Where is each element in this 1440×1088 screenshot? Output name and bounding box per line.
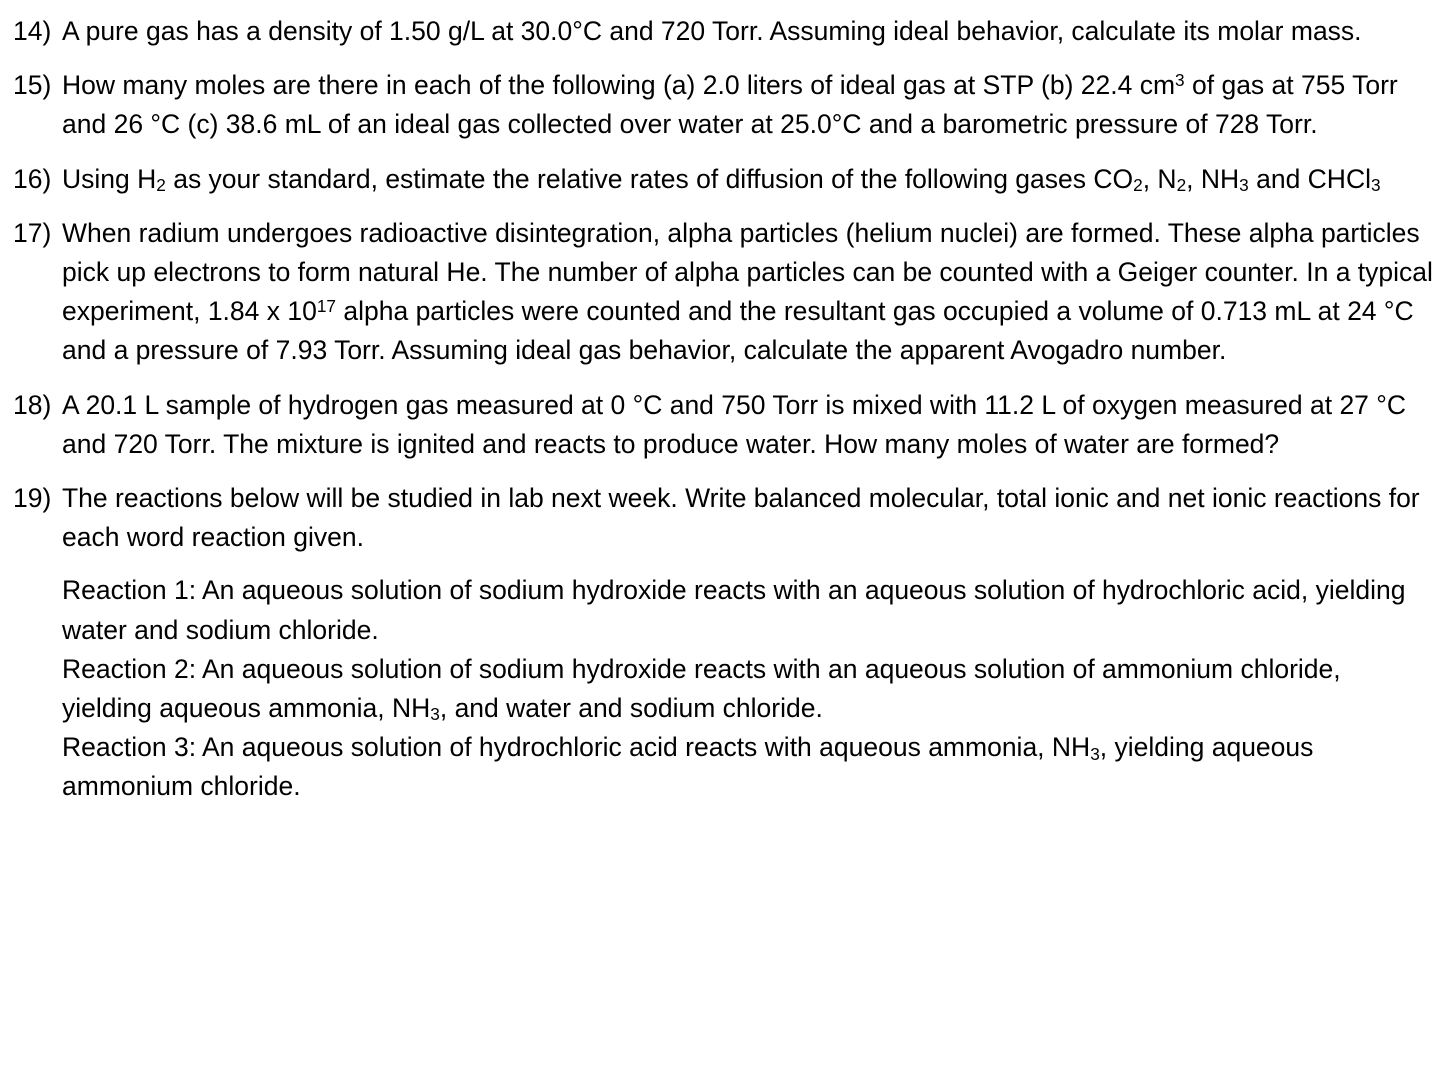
question-text: Using $H_2$ as your standard, estimate the relative rates of diffusion of the following gases $CO_2$, $N_2$, $NH_3$ and CHCl$_3$ [62, 163, 1381, 196]
question-number: 17) [13, 217, 52, 248]
question-17 [13, 214, 1433, 371]
question-number: 19) [13, 483, 52, 514]
subscript: 3 [1370, 175, 1381, 196]
question-14 [13, 12, 1433, 51]
reaction-2: Reaction 2: An aqueous solution of sodium hydroxide reacts with an aqueous solution of ammonium chloride, yielding aqueous ammonia, $NH_3$, and water and sodium chloride. [62, 653, 1341, 725]
question-number: 16) [13, 163, 52, 194]
subscript: 2 [1176, 175, 1187, 196]
document-body [13, 12, 1433, 822]
question-15 [13, 66, 1433, 144]
question-19 [13, 479, 1433, 807]
reaction-list [62, 571, 1433, 806]
subscript: 3 [1090, 743, 1100, 764]
subscript: 2 [1133, 175, 1143, 196]
superscript: 3 [1175, 69, 1185, 90]
superscript: 17 [316, 295, 336, 316]
question-number: 15) [13, 70, 52, 101]
subscript: 3 [1239, 175, 1249, 196]
question-text: A pure gas has a density of 1.50 g/L at 30.0°C and 720 Torr. Assuming ideal behavior, calculate its molar mass. [62, 16, 1362, 46]
question-text: A 20.1 L sample of hydrogen gas measured at 0 °C and 750 Torr is mixed with 11.2 L of oxygen measured at 27 °C and 720 Torr. The mixture is ignited and reacts to produce water. How many moles of water are formed? [62, 389, 1407, 459]
question-text: When radium undergoes radioactive disintegration, alpha particles (helium nuclei) are formed. These alpha particles pick up electrons to form natural He. The number of alpha particles can be counted with a Geiger counter. In a typical experiment, 1.84 x $10^{17}$ alpha particles were counted and the resultant gas occupied a volume of 0.713 mL at 24 °C and a pressure of 7.93 Torr. Assuming ideal gas behavior, calculate the apparent Avogadro number. [62, 217, 1433, 366]
reaction-3: Reaction 3: An aqueous solution of hydrochloric acid reacts with aqueous ammonia, $NH_3$, yielding aqueous ammonium chloride. [62, 732, 1314, 802]
subscript: 2 [156, 175, 166, 196]
question-number: 14) [13, 16, 52, 46]
question-16 [13, 160, 1433, 199]
question-text: How many moles are there in each of the following (a) 2.0 liters of ideal gas at STP (b) 22.4 $cm^3$ of gas at 755 Torr and 26 °C (c) 38.6 mL of an ideal gas collected over water at 25.0°C and a barometric pressure of 728 Torr. [62, 69, 1398, 140]
question-number: 18) [13, 389, 52, 420]
question-18 [13, 386, 1433, 464]
question-text: The reactions below will be studied in lab next week. Write balanced molecular, total ionic and net ionic reactions for each word reaction given. [62, 483, 1420, 553]
subscript: 3 [430, 704, 440, 725]
reaction-1: Reaction 1: An aqueous solution of sodium hydroxide reacts with an aqueous solution of hydrochloric acid, yielding water and sodium chloride. [62, 575, 1406, 645]
